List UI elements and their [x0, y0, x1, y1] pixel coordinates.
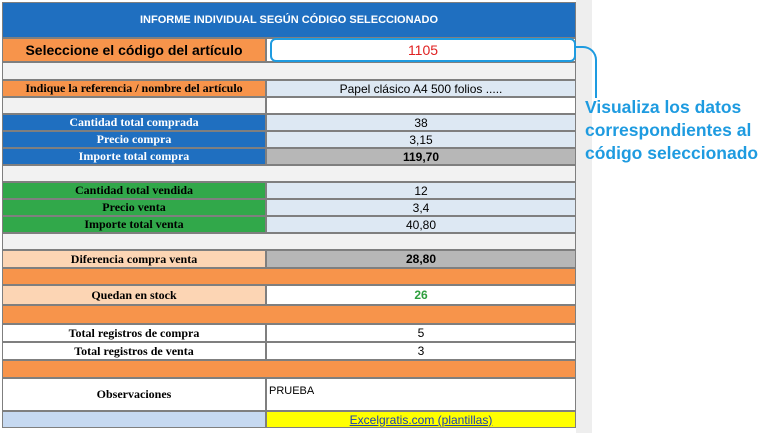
spacer-cell	[266, 97, 576, 114]
sales-qty-row	[2, 182, 576, 199]
purchase-price-value[interactable]: 3,15	[266, 131, 576, 148]
excelgratis-link[interactable]: Excelgratis.com (plantillas)	[349, 412, 493, 427]
spacer-cell	[2, 165, 576, 182]
difference-value[interactable]: 28,80	[266, 250, 576, 268]
purchase-qty-row	[2, 114, 576, 131]
observations-row	[2, 378, 576, 411]
sales-qty-value[interactable]: 12	[266, 182, 576, 199]
callout-connector	[575, 46, 597, 98]
purchase-total-label: Importe total compra	[2, 148, 266, 165]
stock-label: Quedan en stock	[2, 285, 266, 305]
code-label: Seleccione el código del artículo	[2, 38, 266, 62]
stock-row	[2, 285, 576, 305]
purchase-records-label: Total registros de compra	[2, 324, 266, 342]
sales-total-label: Importe total venta	[2, 216, 266, 233]
callout-text: Visualiza los datos correspondientes al código seleccionado	[585, 97, 759, 163]
purchase-total-value[interactable]: 119,70	[266, 148, 576, 165]
footer-row	[2, 411, 576, 428]
spacer-row	[2, 165, 576, 182]
spacer-row	[2, 233, 576, 250]
reference-value[interactable]: Papel clásico A4 500 folios .....	[266, 80, 576, 97]
purchase-total-row	[2, 148, 576, 165]
footer-link-cell	[266, 411, 576, 428]
spacer-cell	[2, 360, 576, 378]
spacer-cell	[2, 305, 576, 324]
footer-blank	[2, 411, 266, 428]
sales-price-row	[2, 199, 576, 216]
observations-label: Observaciones	[2, 378, 266, 411]
purchase-qty-value[interactable]: 38	[266, 114, 576, 131]
spacer-cell	[2, 97, 266, 114]
sales-total-value[interactable]: 40,80	[266, 216, 576, 233]
spacer-row	[2, 268, 576, 285]
purchase-records-value[interactable]: 5	[266, 324, 576, 342]
reference-row	[2, 80, 576, 97]
sales-qty-label: Cantidad total vendida	[2, 182, 266, 199]
stock-value[interactable]: 26	[266, 285, 576, 305]
sales-price-label: Precio venta	[2, 199, 266, 216]
difference-row	[2, 250, 576, 268]
sales-records-value[interactable]: 3	[266, 342, 576, 360]
spacer-cell	[2, 62, 576, 80]
spacer-cell	[2, 233, 576, 250]
purchase-records-row	[2, 324, 576, 342]
spacer-row	[2, 360, 576, 378]
spacer-cell	[2, 268, 576, 285]
purchase-price-row	[2, 131, 576, 148]
spacer-row	[2, 305, 576, 324]
header-row	[2, 2, 576, 38]
sales-price-value[interactable]: 3,4	[266, 199, 576, 216]
sales-records-label: Total registros de venta	[2, 342, 266, 360]
purchase-price-label: Precio compra	[2, 131, 266, 148]
spacer-row	[2, 62, 576, 80]
difference-label: Diferencia compra venta	[2, 250, 266, 268]
report-sheet	[2, 2, 576, 430]
report-title: INFORME INDIVIDUAL SEGÚN CÓDIGO SELECCIONADO	[2, 2, 576, 38]
sales-total-row	[2, 216, 576, 233]
observations-value[interactable]: PRUEBA	[266, 378, 576, 411]
spacer-row	[2, 97, 576, 114]
sales-records-row	[2, 342, 576, 360]
purchase-qty-label: Cantidad total comprada	[2, 114, 266, 131]
reference-label: Indique la referencia / nombre del artículo	[2, 80, 266, 97]
code-input[interactable]: 1105	[270, 38, 576, 62]
